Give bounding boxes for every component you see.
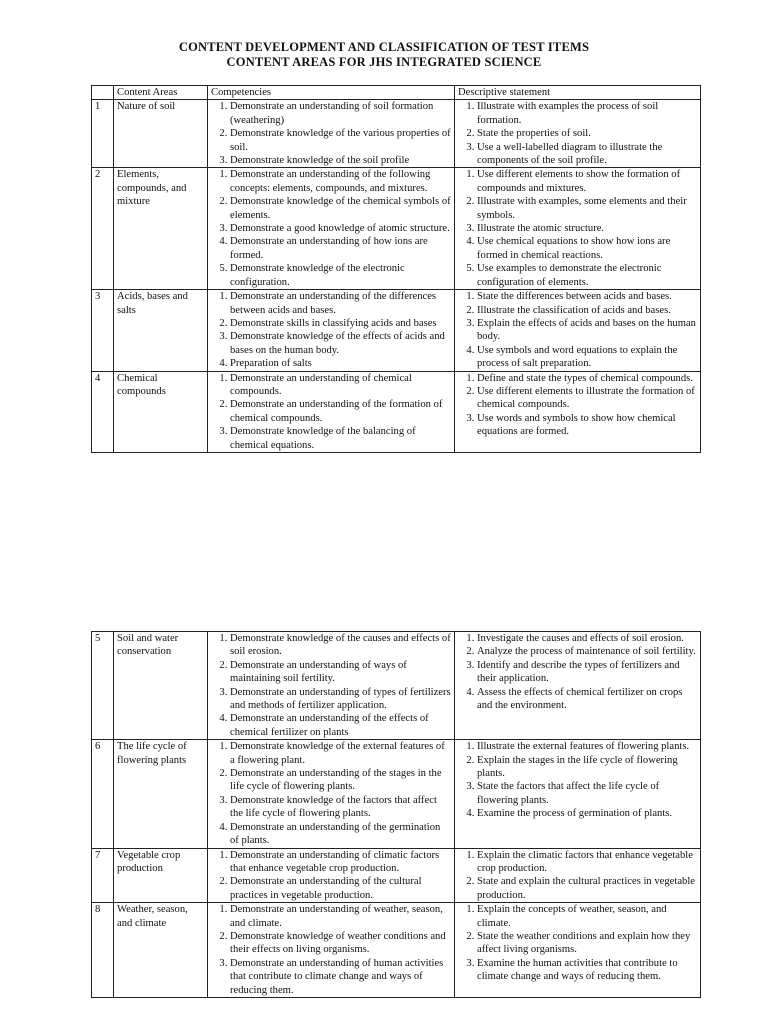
row-number: 5 xyxy=(92,632,114,740)
descriptive-item: 1. Define and state the types of chemical compounds. xyxy=(477,372,697,385)
competencies-list xyxy=(211,168,451,289)
descriptive-list xyxy=(458,849,697,903)
descriptive-item: 2. Illustrate the classification of acids and bases. xyxy=(477,304,697,317)
competencies-cell xyxy=(208,371,455,452)
table-row xyxy=(92,168,701,290)
table-row xyxy=(92,903,701,998)
descriptive-item: 1. Use different elements to show the formation of compounds and mixtures. xyxy=(477,168,697,195)
descriptive-item: 2. Use different elements to illustrate the formation of chemical compounds. xyxy=(477,385,697,412)
competencies-cell xyxy=(208,290,455,371)
descriptive-item: 3. Examine the human activities that contribute to climate change and ways of reducing them. xyxy=(477,957,697,984)
descriptive-item: 1. Explain the concepts of weather, season, and climate. xyxy=(477,903,697,930)
header-number xyxy=(92,86,114,100)
competency-item: 2. Demonstrate knowledge of weather conditions and their effects on living organisms. xyxy=(230,930,451,957)
row-number: 2 xyxy=(92,168,114,290)
competency-item: 1. Demonstrate an understanding of chemical compounds. xyxy=(230,372,451,399)
descriptive-cell xyxy=(455,168,701,290)
descriptive-item: 3. Use a well-labelled diagram to illustrate the components of the soil profile. xyxy=(477,141,697,168)
descriptive-item: 1. State the differences between acids and bases. xyxy=(477,290,697,303)
descriptive-item: 4. Assess the effects of chemical fertilizer on crops and the environment. xyxy=(477,686,697,713)
competency-item: 1. Demonstrate knowledge of the external features of a flowering plant. xyxy=(230,740,451,767)
competencies-cell xyxy=(208,848,455,903)
competency-item: 4. Demonstrate an understanding of how ions are formed. xyxy=(230,235,451,262)
competency-item: 1. Demonstrate an understanding of the following concepts: elements, compounds, and mixtures. xyxy=(230,168,451,195)
header-content-areas: Content Areas xyxy=(114,86,208,100)
competency-item: 2. Demonstrate skills in classifying acids and bases xyxy=(230,317,451,330)
table-row xyxy=(92,371,701,452)
competency-item: 3. Demonstrate a good knowledge of atomic structure. xyxy=(230,222,451,235)
table-row xyxy=(92,100,701,168)
descriptive-cell xyxy=(455,100,701,168)
table-row xyxy=(92,740,701,848)
competencies-list xyxy=(211,372,451,452)
competencies-list xyxy=(211,632,451,739)
row-number: 4 xyxy=(92,371,114,452)
row-number: 6 xyxy=(92,740,114,848)
competency-item: 3. Demonstrate knowledge of the factors that affect the life cycle of flowering plants. xyxy=(230,794,451,821)
descriptive-list xyxy=(458,290,697,370)
row-number: 3 xyxy=(92,290,114,371)
content-area: Elements, compounds, and mixture xyxy=(114,168,208,290)
descriptive-item: 2. Explain the stages in the life cycle of flowering plants. xyxy=(477,754,697,781)
content-area: Vegetable crop production xyxy=(114,848,208,903)
competency-item: 5. Demonstrate knowledge of the electronic configuration. xyxy=(230,262,451,289)
row-number: 7 xyxy=(92,848,114,903)
competency-item: 1. Demonstrate an understanding of soil formation (weathering) xyxy=(230,100,451,127)
competency-item: 2. Demonstrate an understanding of the formation of chemical compounds. xyxy=(230,398,451,425)
descriptive-item: 5. Use examples to demonstrate the electronic configuration of elements. xyxy=(477,262,697,289)
competencies-list xyxy=(211,849,451,903)
competency-item: 1. Demonstrate knowledge of the causes and effects of soil erosion. xyxy=(230,632,451,659)
table-row xyxy=(92,848,701,903)
descriptive-list xyxy=(458,168,697,289)
competency-item: 2. Demonstrate an understanding of the stages in the life cycle of flowering plants. xyxy=(230,767,451,794)
table-header-row xyxy=(92,86,701,100)
descriptive-cell xyxy=(455,632,701,740)
competency-item: 3. Demonstrate knowledge of the balancing of chemical equations. xyxy=(230,425,451,452)
descriptive-list xyxy=(458,740,697,820)
descriptive-list xyxy=(458,100,697,167)
content-area: Soil and water conservation xyxy=(114,632,208,740)
descriptive-cell xyxy=(455,740,701,848)
descriptive-item: 3. State the factors that affect the life cycle of flowering plants. xyxy=(477,780,697,807)
competencies-cell xyxy=(208,632,455,740)
descriptive-item: 2. State the weather conditions and explain how they affect living organisms. xyxy=(477,930,697,957)
descriptive-item: 1. Explain the climatic factors that enhance vegetable crop production. xyxy=(477,849,697,876)
document-title: CONTENT DEVELOPMENT AND CLASSIFICATION OF TEST ITEMS xyxy=(178,40,590,54)
descriptive-item: 4. Use symbols and word equations to explain the process of salt preparation. xyxy=(477,344,697,371)
descriptive-item: 1. Illustrate with examples the process of soil formation. xyxy=(477,100,697,127)
content-areas-table-1 xyxy=(91,85,701,453)
descriptive-item: 4. Examine the process of germination of plants. xyxy=(477,807,697,820)
descriptive-item: 2. State the properties of soil. xyxy=(477,127,697,140)
competency-item: 4. Preparation of salts xyxy=(230,357,451,370)
row-number: 8 xyxy=(92,903,114,998)
competencies-cell xyxy=(208,168,455,290)
descriptive-item: 3. Use words and symbols to show how chemical equations are formed. xyxy=(477,412,697,439)
content-area: Nature of soil xyxy=(114,100,208,168)
descriptive-cell xyxy=(455,290,701,371)
table-row xyxy=(92,290,701,371)
competency-item: 2. Demonstrate knowledge of the various properties of soil. xyxy=(230,127,451,154)
competencies-list xyxy=(211,100,451,167)
content-area: Acids, bases and salts xyxy=(114,290,208,371)
competency-item: 2. Demonstrate an understanding of ways of maintaining soil fertility. xyxy=(230,659,451,686)
competency-item: 3. Demonstrate an understanding of types of fertilizers and methods of fertilizer application. xyxy=(230,686,451,713)
descriptive-item: 2. Illustrate with examples, some elements and their symbols. xyxy=(477,195,697,222)
descriptive-list xyxy=(458,903,697,983)
competency-item: 4. Demonstrate an understanding of the germination of plants. xyxy=(230,821,451,848)
competency-item: 1. Demonstrate an understanding of weather, season, and climate. xyxy=(230,903,451,930)
competencies-cell xyxy=(208,100,455,168)
descriptive-list xyxy=(458,372,697,439)
header-descriptive-statement: Descriptive statement xyxy=(455,86,701,100)
content-area: The life cycle of flowering plants xyxy=(114,740,208,848)
document-subtitle: CONTENT AREAS FOR JHS INTEGRATED SCIENCE xyxy=(226,55,542,69)
descriptive-cell xyxy=(455,848,701,903)
competency-item: 2. Demonstrate an understanding of the cultural practices in vegetable production. xyxy=(230,875,451,902)
descriptive-item: 4. Use chemical equations to show how ions are formed in chemical reactions. xyxy=(477,235,697,262)
content-area: Chemical compounds xyxy=(114,371,208,452)
competencies-cell xyxy=(208,903,455,998)
descriptive-item: 1. Investigate the causes and effects of soil erosion. xyxy=(477,632,697,645)
competencies-list xyxy=(211,290,451,370)
competency-item: 3. Demonstrate knowledge of the effects of acids and bases on the human body. xyxy=(230,330,451,357)
competencies-list xyxy=(211,903,451,997)
competency-item: 3. Demonstrate an understanding of human activities that contribute to climate change and ways of reducing them. xyxy=(230,957,451,997)
descriptive-item: 3. Illustrate the atomic structure. xyxy=(477,222,697,235)
competency-item: 1. Demonstrate an understanding of climatic factors that enhance vegetable crop production. xyxy=(230,849,451,876)
competency-item: 4. Demonstrate an understanding of the effects of chemical fertilizer on plants xyxy=(230,712,451,739)
header-competencies: Competencies xyxy=(208,86,455,100)
competency-item: 1. Demonstrate an understanding of the differences between acids and bases. xyxy=(230,290,451,317)
row-number: 1 xyxy=(92,100,114,168)
descriptive-item: 3. Identify and describe the types of fertilizers and their application. xyxy=(477,659,697,686)
content-area: Weather, season, and climate xyxy=(114,903,208,998)
descriptive-item: 1. Illustrate the external features of flowering plants. xyxy=(477,740,697,753)
descriptive-cell xyxy=(455,903,701,998)
competencies-cell xyxy=(208,740,455,848)
descriptive-cell xyxy=(455,371,701,452)
descriptive-item: 3. Explain the effects of acids and bases on the human body. xyxy=(477,317,697,344)
descriptive-item: 2. Analyze the process of maintenance of soil fertility. xyxy=(477,645,697,658)
descriptive-item: 2. State and explain the cultural practices in vegetable production. xyxy=(477,875,697,902)
descriptive-list xyxy=(458,632,697,712)
competency-item: 2. Demonstrate knowledge of the chemical symbols of elements. xyxy=(230,195,451,222)
competency-item: 3. Demonstrate knowledge of the soil profile xyxy=(230,154,451,167)
table-row xyxy=(92,632,701,740)
content-areas-table-2 xyxy=(91,631,701,998)
competencies-list xyxy=(211,740,451,847)
